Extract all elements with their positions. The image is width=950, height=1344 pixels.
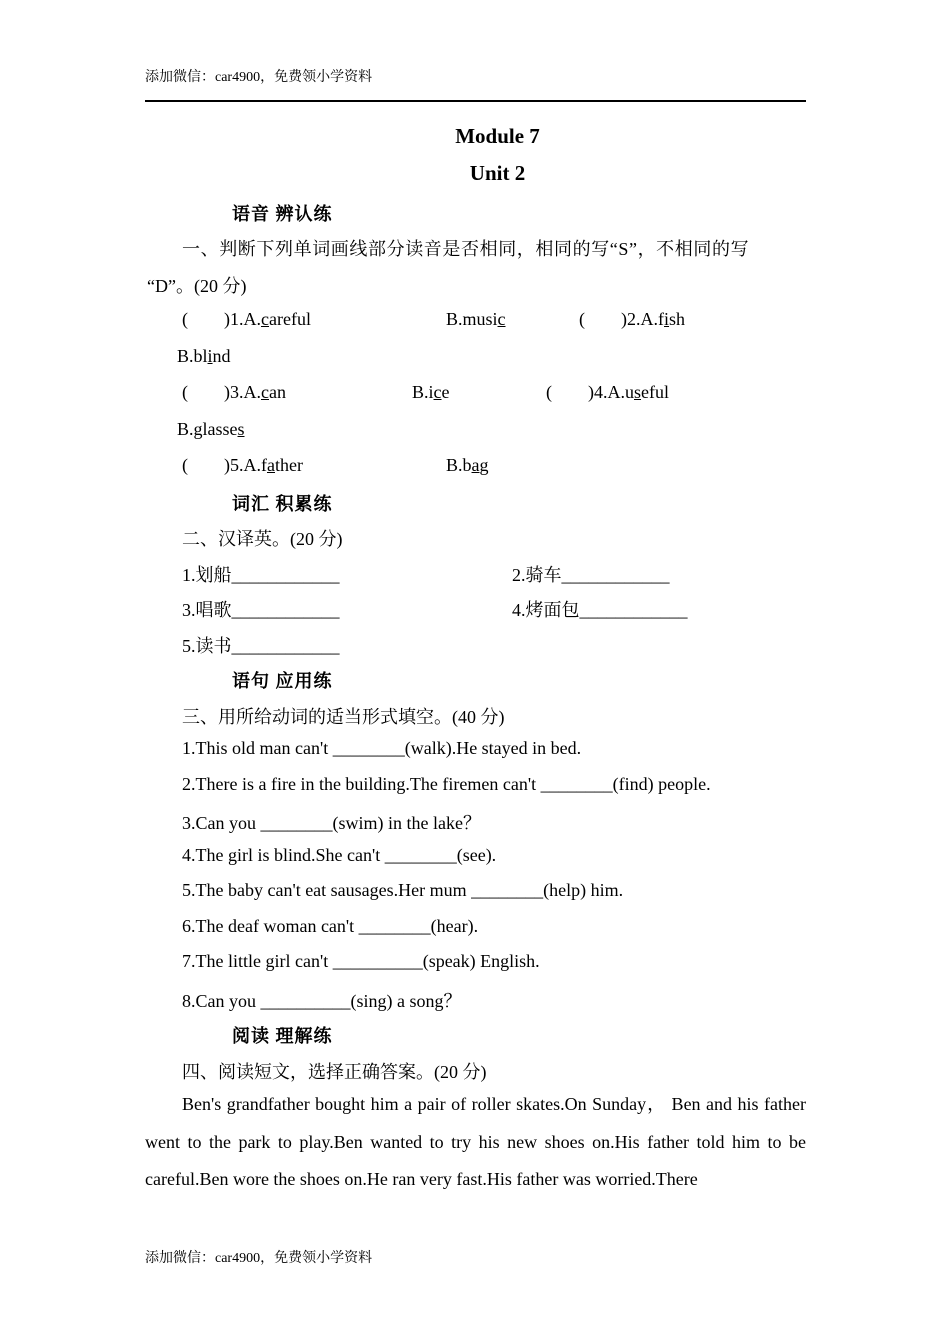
answer-blank[interactable]: ( ) (182, 455, 230, 475)
footer-note: 添加微信：car4900，免费领小学资料 (145, 1251, 373, 1266)
answer-blank[interactable]: ( ) (182, 382, 230, 402)
question-3: ( )3.A.can (182, 382, 286, 402)
question-2: ( )2.A.fish (579, 309, 686, 329)
vocab-item-2[interactable]: 2.骑车____________ (512, 565, 670, 585)
section1-instruction-b: “D”。(20 分) (147, 276, 247, 296)
question-1: ( )1.A.careful (182, 309, 311, 329)
fill-item-1[interactable]: 1.This old man can't ________(walk).He stayed in bed. (182, 738, 582, 758)
question-4: ( )4.A.useful (546, 382, 669, 402)
section3-label: 语句 应用练 (232, 671, 333, 691)
answer-blank[interactable]: ( ) (182, 309, 230, 329)
vocab-item-1[interactable]: 1.划船____________ (182, 565, 340, 585)
section1-label: 语音 辨认练 (232, 204, 333, 224)
answer-blank[interactable]: ( ) (546, 382, 594, 402)
section3-instruction: 三、用所给动词的适当形式填空。(40 分) (182, 707, 505, 727)
header-rule (145, 100, 806, 102)
answer-blank[interactable]: ( ) (579, 309, 627, 329)
section4-label: 阅读 理解练 (232, 1026, 333, 1046)
page-subtitle: Unit 2 (469, 161, 526, 185)
vocab-item-4[interactable]: 4.烤面包____________ (512, 600, 688, 620)
section2-label: 词汇 积累练 (232, 494, 333, 514)
header-note: 添加微信：car4900，免费领小学资料 (145, 70, 373, 85)
option-4b: B.glasses (177, 419, 245, 439)
fill-item-3[interactable]: 3.Can you ________(swim) in the lake？ (182, 813, 481, 833)
fill-item-6[interactable]: 6.The deaf woman can't ________(hear). (182, 916, 479, 936)
fill-item-7[interactable]: 7.The little girl can't __________(speak) English. (182, 951, 540, 971)
fill-item-2[interactable]: 2.There is a fire in the building.The firemen can't ________(find) people. (182, 774, 711, 794)
question-5: ( )5.A.father (182, 455, 303, 475)
fill-item-5[interactable]: 5.The baby can't eat sausages.Her mum ________(help) him. (182, 880, 624, 900)
vocab-item-3[interactable]: 3.唱歌____________ (182, 600, 340, 620)
vocab-item-5[interactable]: 5.读书____________ (182, 636, 340, 656)
option-1b: B.music (446, 309, 506, 329)
section2-instruction: 二、汉译英。(20 分) (182, 529, 343, 549)
option-3b: B.ice (412, 382, 450, 402)
option-5b: B.bag (446, 455, 489, 475)
fill-item-8[interactable]: 8.Can you __________(sing) a song？ (182, 991, 462, 1011)
option-2b: B.blind (177, 346, 231, 366)
fill-item-4[interactable]: 4.The girl is blind.She can't ________(see). (182, 845, 497, 865)
section1-instruction-a: 一、判断下列单词画线部分读音是否相同，相同的写“S”，不相同的写 (182, 239, 750, 259)
section4-instruction: 四、阅读短文，选择正确答案。(20 分) (182, 1062, 487, 1082)
reading-passage: Ben's grandfather bought him a pair of roller skates.On Sunday， Ben and his father went to the park to play.Ben wanted to try his new shoes on.His father told him to be careful.Ben wore the shoes on.He ran very fast.His father was worried.There (145, 1094, 806, 1189)
page-title: Module 7 (455, 124, 540, 148)
